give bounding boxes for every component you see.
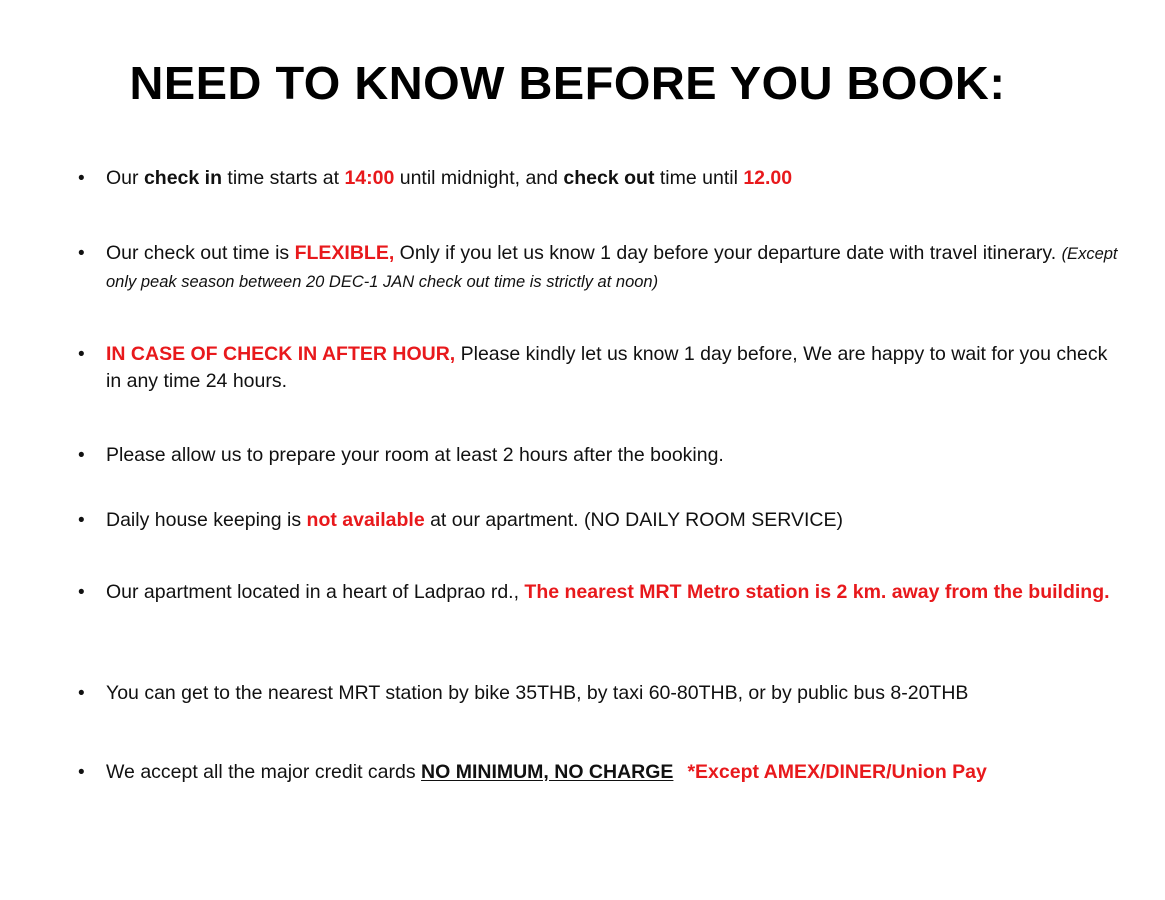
- bullet-icon: •: [78, 445, 85, 466]
- list-item-late-check-in: [78, 341, 1118, 395]
- text-segment: Please allow us to prepare your room at least 2 hours after the booking.: [106, 444, 724, 466]
- list-item-check-in-out: [78, 165, 1118, 192]
- text-highlight-after-hour: IN CASE OF CHECK IN AFTER HOUR,: [106, 343, 456, 365]
- text-bold-check-out: check out: [563, 167, 655, 189]
- bullet-icon: •: [78, 683, 85, 704]
- text-bold-check-in: check in: [143, 167, 222, 189]
- list-item-transport: [78, 680, 1118, 707]
- text-segment: until midnight, and: [394, 167, 564, 189]
- text-segment: You can get to the nearest MRT station by bike 35THB, by taxi 60-80THB, or by public bus 8-20THB: [106, 682, 969, 704]
- text-segment: Daily house keeping is: [106, 509, 307, 531]
- text-segment: Our apartment located in a heart of Ladprao rd.,: [106, 581, 525, 603]
- bullet-icon: •: [78, 243, 85, 264]
- text-highlight-not-available: not available: [306, 509, 425, 531]
- text-highlight-flexible: FLEXIBLE,: [294, 242, 395, 264]
- bullet-icon: •: [78, 582, 85, 603]
- text-underline-no-charge: NO MINIMUM, NO CHARGE: [421, 761, 674, 783]
- text-note-peak-season: (Except only peak season between 20 DEC-1 JAN check out time is strictly at noon): [106, 245, 1118, 291]
- list-item-housekeeping: [78, 507, 1118, 534]
- text-highlight-check-out-time: 12.00: [743, 167, 793, 189]
- text-segment: We accept all the major credit cards: [106, 761, 422, 783]
- bullet-icon: •: [78, 168, 85, 189]
- item-text: [106, 579, 1118, 606]
- list-item-room-preparation: [78, 442, 1118, 469]
- item-text: [106, 507, 1118, 534]
- item-text: [106, 165, 1118, 192]
- text-segment: Our: [106, 167, 144, 189]
- text-segment: Only if you let us know 1 day before your departure date with travel itinerary.: [394, 242, 1062, 264]
- list-item-flexible-checkout: [78, 240, 1118, 296]
- text-highlight-check-in-time: 14:00: [344, 167, 395, 189]
- page-title: NEED TO KNOW BEFORE YOU BOOK:: [129, 57, 1006, 109]
- text-segment: Please kindly let us know 1 day before, We are happy to wait for you check in any time 24 hours.: [106, 343, 1108, 392]
- text-segment: Our check out time is: [106, 242, 295, 264]
- list-item-credit-cards: [78, 759, 1118, 786]
- bullet-icon: •: [78, 344, 85, 365]
- list-item-location: [78, 579, 1118, 606]
- item-text: [106, 680, 1118, 707]
- text-segment: time until: [654, 167, 744, 189]
- bullet-icon: •: [78, 762, 85, 783]
- item-text: [106, 341, 1118, 395]
- item-text: [106, 240, 1118, 296]
- text-segment: time starts at: [221, 167, 345, 189]
- item-text: [106, 759, 1118, 786]
- text-highlight-mrt-distance: The nearest MRT Metro station is 2 km. away from the building.: [524, 581, 1110, 603]
- bullet-icon: •: [78, 510, 85, 531]
- text-highlight-card-exceptions: *Except AMEX/DINER/Union Pay: [687, 761, 987, 783]
- text-segment: at our apartment. (NO DAILY ROOM SERVICE): [424, 509, 843, 531]
- item-text: [106, 442, 1118, 469]
